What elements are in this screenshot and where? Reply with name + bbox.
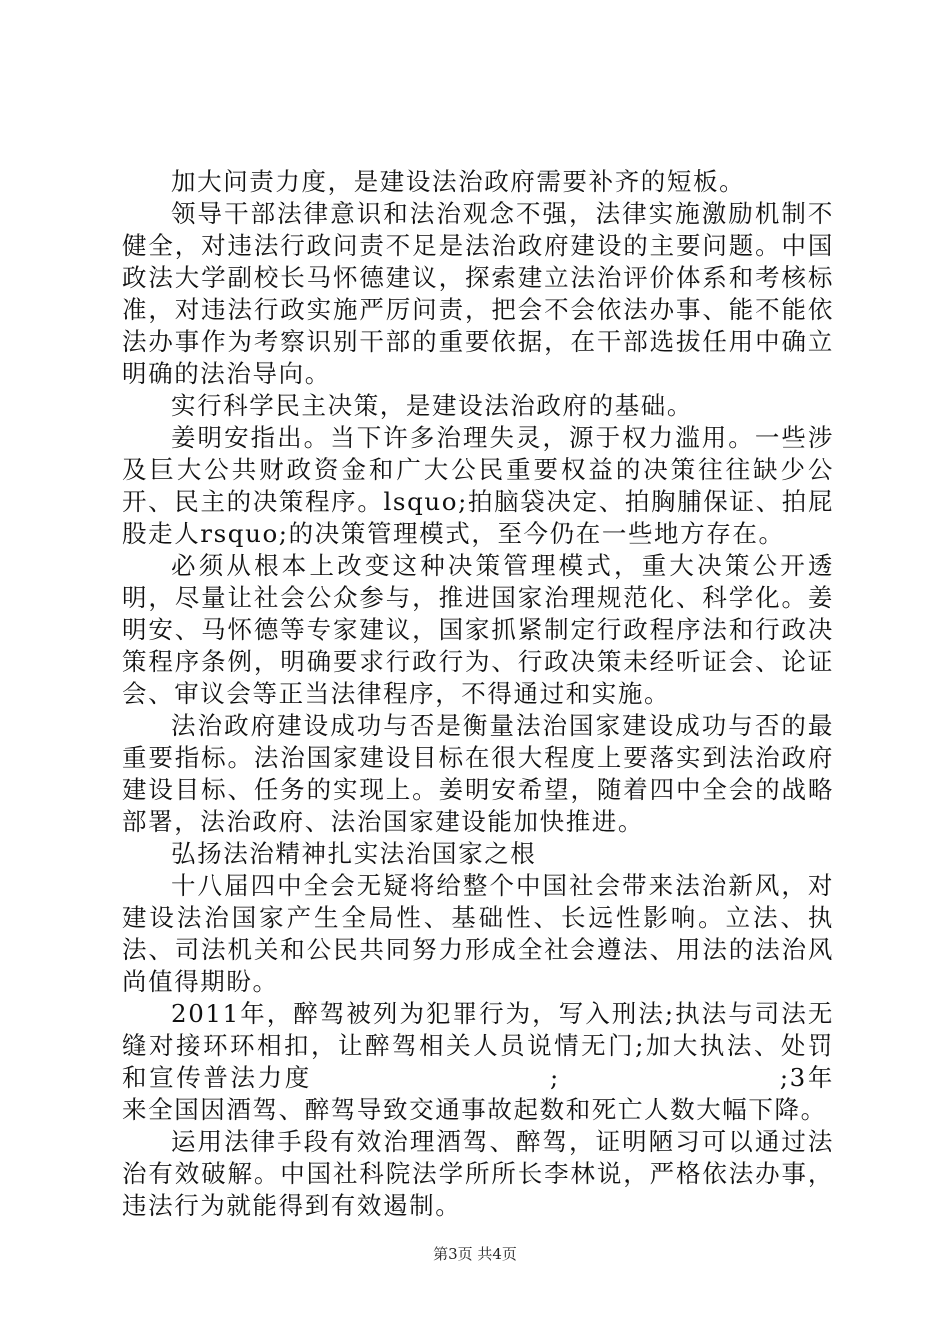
paragraph-government-indicator: 法治政府建设成功与否是衡量法治国家建设成功与否的最重要指标。法治国家建设目标在很大程度上要落实到法治政府建设目标、任务的实现上。姜明安希望，随着四中全会的战略部署，法治政府、法治国家建设能加快推进。 [122,711,834,836]
paragraph-accountability-body: 领导干部法律意识和法治观念不强，法律实施激励机制不健全，对违法行政问责不足是法治政府建设的主要问题。中国政法大学副校长马怀德建议，探索建立法治评价体系和考核标准，对违法行政实施严厉问责，把会不会依法办事、能不能依法办事作为考察识别干部的重要依据，在干部选拔任用中确立明确的法治导向。 [122,199,834,388]
drunk-driving-text-part1: 2011年，醉驾被列为犯罪行为，写入刑法;执法与司法无缝对接环环相扣，让醉驾相关人员说情无门;加大执法、处罚和宣传普法力度 [122,999,834,1092]
page-footer: 第3页 共4页 [433,1245,517,1263]
paragraph-decision-reform: 必须从根本上改变这种决策管理模式，重大决策公开透明，尽量让社会公众参与，推进国家治理规范化、科学化。姜明安、马怀德等专家建议，国家抓紧制定行政程序法和行政决策程序条例，明确要求行政行为、行政决策未经听证会、论证会、审议会等正当法律程序，不得通过和实施。 [122,551,834,708]
paragraph-fourth-plenum: 十八届四中全会无疑将给整个中国社会带来法治新风，对建设法治国家产生全局性、基础性、长远性影响。立法、执法、司法机关和公民共同努力形成全社会遵法、用法的法治风尚值得期盼。 [122,871,834,996]
paragraph-accountability-heading: 加大问责力度，是建设法治政府需要补齐的短板。 [171,167,746,196]
paragraph-closing: 运用法律手段有效治理酒驾、醉驾，证明陋习可以通过法治有效破解。中国社科院法学所所长李林说，严格依法办事，违法行为就能得到有效遏制。 [122,1127,834,1220]
drunk-driving-text-part3: ;3年来全国因酒驾、醉驾导致交通事故起数和死亡人数大幅下降。 [122,1063,834,1124]
section-heading-rule-of-law-spirit: 弘扬法治精神扎实法治国家之根 [171,839,537,868]
document-body [122,166,834,1222]
paragraph-decision-heading: 实行科学民主决策，是建设法治政府的基础。 [171,391,693,420]
paragraph-drunk-driving [122,998,834,1126]
drunk-driving-text-part2: ; [549,1063,560,1092]
paragraph-decision-body: 姜明安指出。当下许多治理失灵，源于权力滥用。一些涉及巨大公共财政资金和广大公民重要权益的决策往往缺少公开、民主的决策程序。lsquo;拍脑袋决定、拍胸脯保证、拍屁股走人rsquo;的决策管理模式，至今仍在一些地方存在。 [122,423,834,548]
